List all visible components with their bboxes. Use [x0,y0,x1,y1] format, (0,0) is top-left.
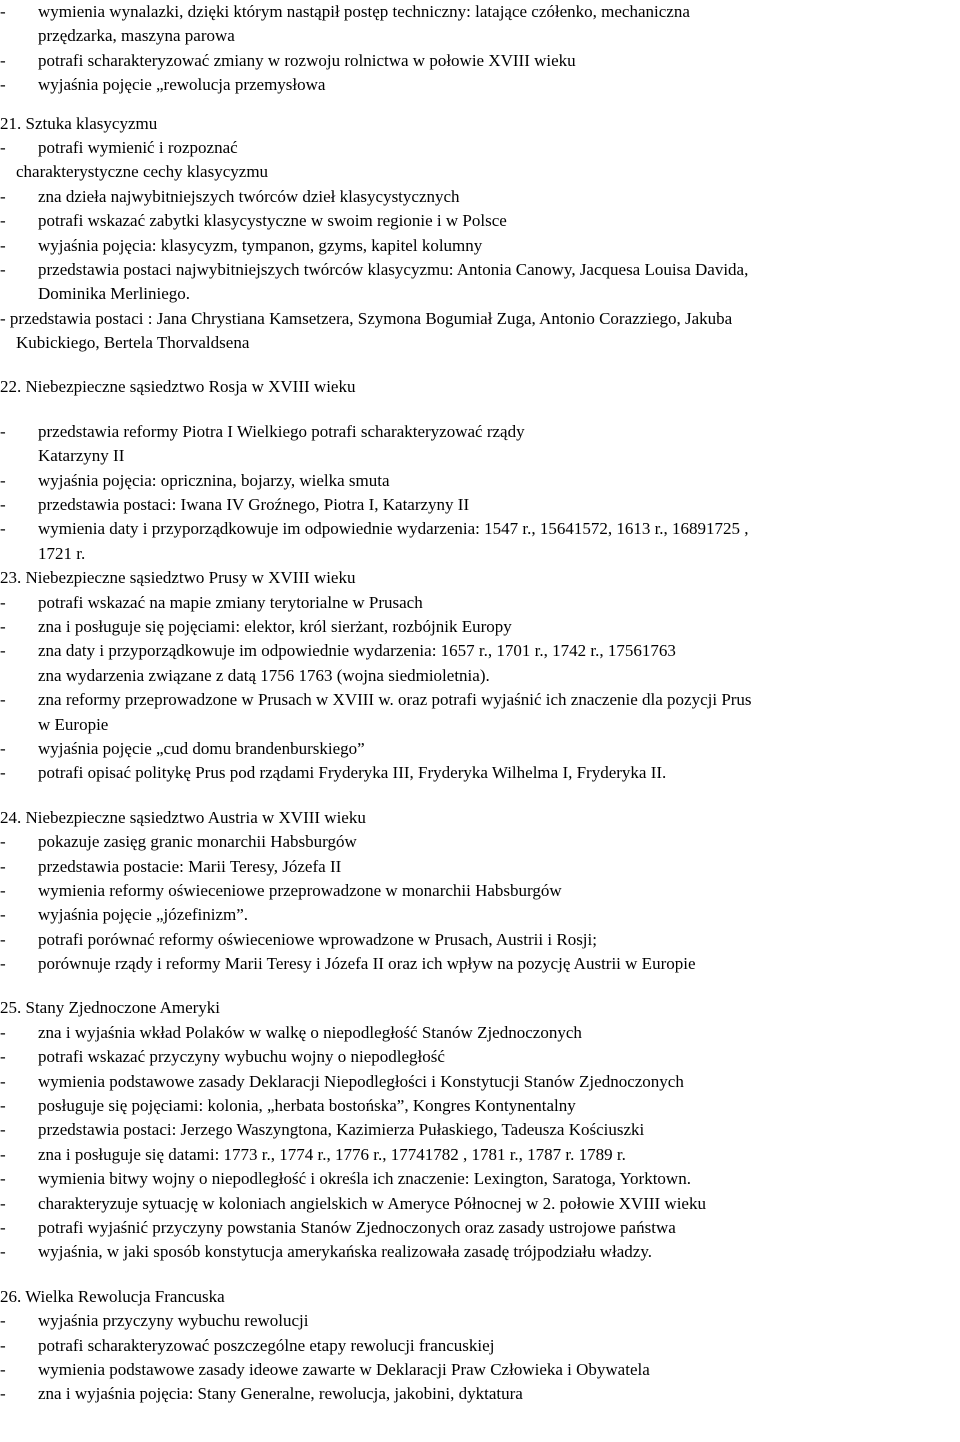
list-item-text: 1721 r. [38,543,86,563]
list-item-text: potrafi scharakteryzować zmiany w rozwoju rolnictwa w połowie XVIII wieku [38,50,576,70]
list-item-text: przedstawia postacie: Marii Teresy, Józefa II [38,856,342,876]
section-heading [0,996,960,1020]
list-item [0,420,960,444]
list-item-text: wyjaśnia pojęcie „cud domu brandenburskiego” [38,738,365,758]
list-item-text: przedstawia postaci: Jerzego Waszyngtona, Kazimierza Pułaskiego, Tadeusza Kościuszki [38,1120,645,1140]
section-heading-text: 25. Stany Zjednoczone Ameryki [0,998,221,1018]
list-item [0,49,960,73]
bullet-dash: - [0,137,6,157]
bullet-dash: - [0,880,6,900]
section-s26 [0,1285,960,1407]
list-item [0,493,960,517]
bullet-dash: - [0,929,6,949]
list-item-text: zna wydarzenia związane z datą 1756 1763 (wojna siedmioletnia). [38,665,490,685]
list-item [0,1358,960,1382]
list-item [0,855,960,879]
list-item-text: zna dzieła najwybitniejszych twórców dzieł klasycystycznych [38,186,460,206]
list-item [0,1094,960,1118]
bullet-dash: - [0,763,6,783]
list-item [0,903,960,927]
list-item [0,24,960,48]
bullet-dash: - [0,235,6,255]
bullet-dash: - [0,1144,6,1164]
list-item [0,1070,960,1094]
list-item [0,307,960,331]
list-item [0,185,960,209]
section-heading-text: 21. Sztuka klasycyzmu [0,113,158,133]
list-item [0,639,960,663]
list-item [0,258,960,282]
list-item-text: potrafi porównać reformy oświeceniowe wprowadzone w Prusach, Austrii i Rosji; [38,929,597,949]
section-intro [0,0,960,98]
list-item-text: wymienia wynalazki, dzięki którym nastąpił postęp techniczny: latające czółenko, mechaniczna [38,2,690,21]
list-item [0,664,960,688]
bullet-dash: - [0,1120,6,1140]
list-item [0,1382,960,1406]
section-s24 [0,806,960,977]
list-item-text: wymienia reformy oświeceniowe przeprowadzone w monarchii Habsburgów [38,880,562,900]
section-heading [0,112,960,136]
section-heading-text: 26. Wielka Rewolucja Francuska [0,1286,225,1306]
list-item [0,591,960,615]
list-item-text: charakterystyczne cechy klasycyzmu [16,162,269,182]
list-item [0,1167,960,1191]
section-heading [0,375,960,399]
bullet-dash: - [0,1071,6,1091]
list-item-text: wyjaśnia pojęcia: opricznina, bojarzy, wielka smuta [38,470,390,490]
list-item-text: - przedstawia postaci : Jana Chrystiana Kamsetzera, Szymona Bogumiał Zuga, Antonio Corazziego, Jakuba [0,308,733,328]
bullet-dash: - [0,1359,6,1379]
list-item [0,615,960,639]
bullet-dash: - [0,519,6,539]
bullet-dash: - [0,1193,6,1213]
list-item [0,879,960,903]
list-item-text: wymienia daty i przyporządkowuje im odpowiednie wydarzenia: 1547 r., 15641572, 1613 r., 16891725 , [38,519,749,539]
bullet-dash: - [0,1335,6,1355]
list-item-text: potrafi wskazać na mapie zmiany terytorialne w Prusach [38,592,423,612]
list-item [0,331,960,355]
section-heading [0,566,960,590]
list-item [0,713,960,737]
list-item [0,517,960,541]
list-item [0,234,960,258]
list-item [0,928,960,952]
list-item-text: zna i wyjaśnia pojęcia: Stany Generalne, rewolucja, jakobini, dyktatura [38,1384,523,1404]
list-item-text: charakteryzuje sytuację w koloniach angielskich w Ameryce Północnej w 2. połowie XVIII wieku [38,1193,706,1213]
bullet-dash: - [0,1047,6,1067]
bullet-dash: - [0,495,6,515]
list-item [0,761,960,785]
bullet-dash: - [0,954,6,974]
list-item-text: wymienia bitwy wojny o niepodległość i określa ich znaczenie: Lexington, Saratoga, Yorktown. [38,1169,691,1189]
list-item [0,160,960,184]
bullet-dash: - [0,1242,6,1262]
list-item [0,1045,960,1069]
bullet-dash: - [0,1311,6,1331]
bullet-dash: - [0,738,6,758]
list-item [0,1021,960,1045]
list-item-text: wyjaśnia, w jaki sposób konstytucja amerykańska realizowała zasadę trójpodziału władzy. [38,1242,653,1262]
list-item [0,1143,960,1167]
list-item-text: porównuje rządy i reformy Marii Teresy i Józefa II oraz ich wpływ na pozycję Austrii w Europie [38,954,696,974]
bullet-dash: - [0,690,6,710]
section-heading-text: 24. Niebezpieczne sąsiedztwo Austria w XVIII wieku [0,807,366,827]
section-s23 [0,566,960,786]
list-item-text: posługuje się pojęciami: kolonia, „herbata bostońska”, Kongres Kontynentalny [38,1096,576,1116]
list-item [0,0,960,24]
list-item-text: przedstawia postaci najwybitniejszych twórców klasycyzmu: Antonia Canowy, Jacquesa Louisa Davida, [38,259,749,279]
list-item [0,737,960,761]
bullet-dash: - [0,421,6,441]
bullet-dash: - [0,616,6,636]
list-item [0,444,960,468]
list-item-text: Katarzyny II [38,446,125,466]
bullet-dash: - [0,592,6,612]
list-item-text: wyjaśnia pojęcie „józefinizm”. [38,905,249,925]
list-item [0,209,960,233]
list-item [0,282,960,306]
list-item [0,688,960,712]
list-item [0,1118,960,1142]
list-item-text: wyjaśnia przyczyny wybuchu rewolucji [38,1311,309,1331]
list-item-text: potrafi wskazać zabytki klasycystyczne w swoim regionie i w Polsce [38,211,507,231]
list-item [0,1192,960,1216]
list-item-text: zna daty i przyporządkowuje im odpowiednie wydarzenia: 1657 r., 1701 r., 1742 r., 17561763 [38,641,676,661]
list-item-text: wymienia podstawowe zasady ideowe zawarte w Deklaracji Praw Człowieka i Obywatela [38,1359,650,1379]
list-item-text: zna i posługuje się pojęciami: elektor, król sierżant, rozbójnik Europy [38,616,512,636]
list-item [0,1309,960,1333]
section-heading-text: 22. Niebezpieczne sąsiedztwo Rosja w XVIII wieku [0,377,356,397]
bullet-dash: - [0,1384,6,1404]
list-item-text: w Europie [38,714,109,734]
list-item-text: potrafi scharakteryzować poszczególne etapy rewolucji francuskiej [38,1335,495,1355]
bullet-dash: - [0,1217,6,1237]
list-item-text: potrafi wymienić i rozpoznać [38,137,238,157]
bullet-dash: - [0,1022,6,1042]
list-item-text: pokazuje zasięg granic monarchii Habsburgów [38,832,357,852]
list-item [0,469,960,493]
bullet-dash: - [0,186,6,206]
list-item [0,1240,960,1264]
list-item-text: potrafi wskazać przyczyny wybuchu wojny o niepodległość [38,1047,445,1067]
bullet-dash: - [0,1096,6,1116]
section-heading [0,806,960,830]
list-item [0,952,960,976]
list-item [0,542,960,566]
list-item-text: potrafi wyjaśnić przyczyny powstania Stanów Zjednoczonych oraz zasady ustrojowe państwa [38,1217,676,1237]
bullet-dash: - [0,50,6,70]
bullet-dash: - [0,470,6,490]
list-item [0,1216,960,1240]
section-s21 [0,112,960,356]
list-item-text: potrafi opisać politykę Prus pod rządami Fryderyka III, Fryderyka Wilhelma I, Fryderyka II. [38,763,667,783]
bullet-dash: - [0,211,6,231]
list-item [0,73,960,97]
list-item-text: wyjaśnia pojęcie „rewolucja przemysłowa [38,75,326,95]
list-item-text: Dominika Merliniego. [38,284,191,304]
bullet-dash: - [0,905,6,925]
bullet-dash: - [0,856,6,876]
list-item-text: zna reformy przeprowadzone w Prusach w XVIII w. oraz potrafi wyjaśnić ich znaczenie dla pozycji Prus [38,690,752,710]
list-item-text: zna i posługuje się datami: 1773 r., 1774 r., 1776 r., 17741782 , 1781 r., 1787 r. 1789 r. [38,1144,626,1164]
list-item-text: przedstawia postaci: Iwana IV Groźnego, Piotra I, Katarzyny II [38,495,470,515]
list-item [0,136,960,160]
bullet-dash: - [0,259,6,279]
list-item-text: wymienia podstawowe zasady Deklaracji Niepodległości i Konstytucji Stanów Zjednoczonych [38,1071,684,1091]
bullet-dash: - [0,2,6,21]
section-s25 [0,996,960,1264]
section-s22 [0,375,960,566]
list-item [0,1334,960,1358]
section-heading [0,1285,960,1309]
list-item-text: przedstawia reformy Piotra I Wielkiego potrafi scharakteryzować rządy [38,421,525,441]
bullet-dash: - [0,75,6,95]
list-item-text: zna i wyjaśnia wkład Polaków w walkę o niepodległość Stanów Zjednoczonych [38,1022,582,1042]
list-item-text: wyjaśnia pojęcia: klasycyzm, tympanon, gzyms, kapitel kolumny [38,235,483,255]
bullet-dash: - [0,1169,6,1189]
list-item-text: Kubickiego, Bertela Thorvaldsena [16,333,250,353]
bullet-dash: - [0,641,6,661]
list-item [0,830,960,854]
list-item-text: przędzarka, maszyna parowa [38,26,235,46]
bullet-dash: - [0,832,6,852]
section-heading-text: 23. Niebezpieczne sąsiedztwo Prusy w XVIII wieku [0,568,356,588]
